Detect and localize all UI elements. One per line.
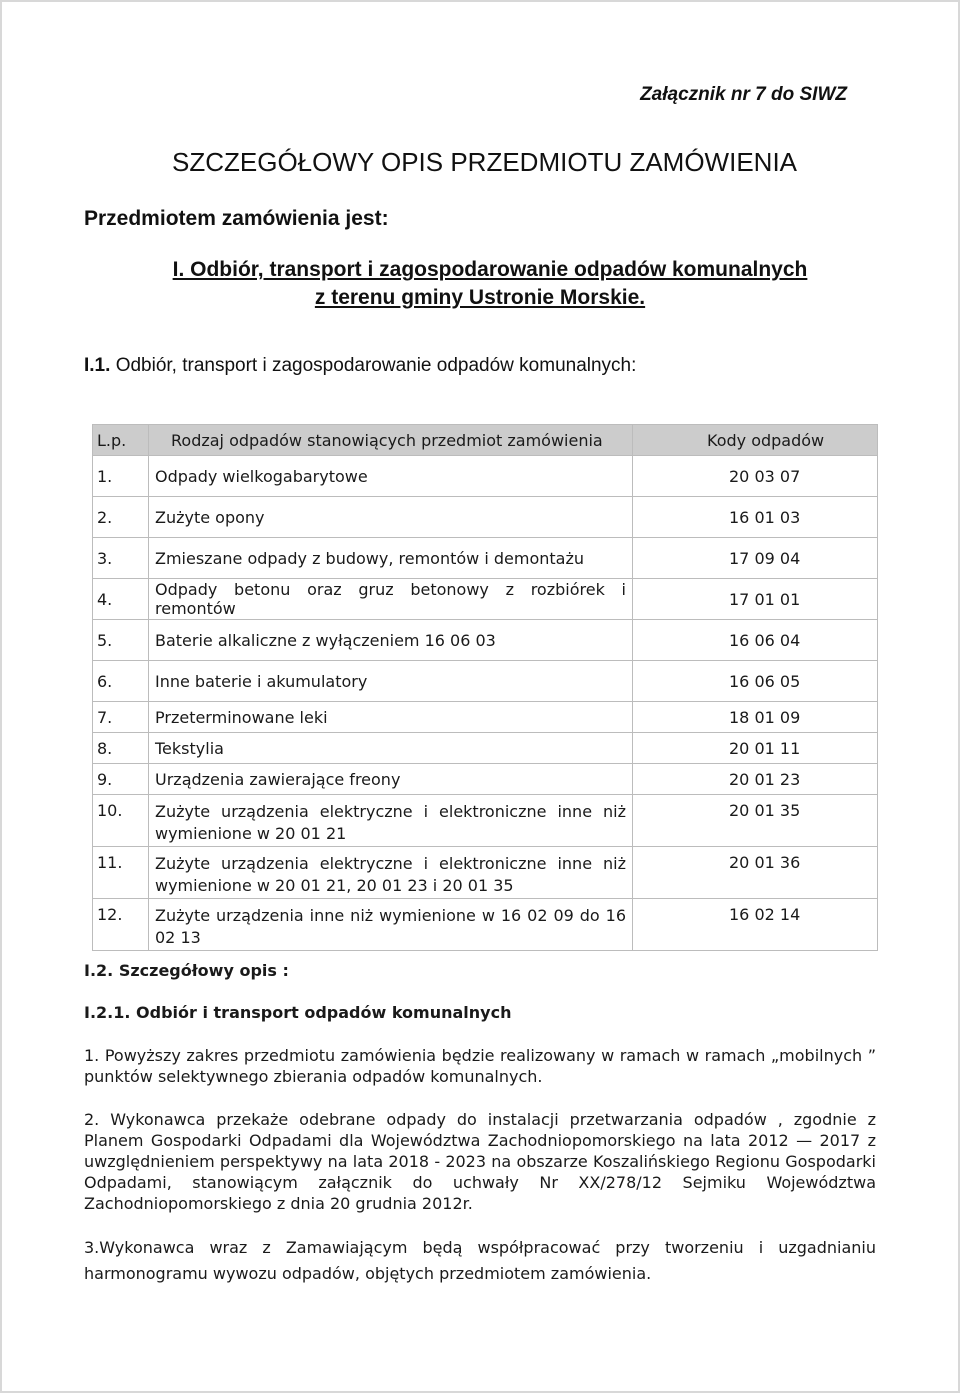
table-row xyxy=(93,497,878,538)
heading-1-line-1: I. Odbiór, transport i zagospodarowanie odpadów komunalnych xyxy=(172,258,808,281)
row-number: 10. xyxy=(93,795,149,847)
row-number: 6. xyxy=(93,661,149,702)
row-waste-type: Zużyte opony xyxy=(149,497,633,538)
section-i1-text: Odbiór, transport i zagospodarowanie odpadów komunalnych: xyxy=(115,355,637,376)
section-i2-heading: I.2. Szczegółowy opis : xyxy=(84,961,289,980)
row-waste-code: 16 02 14 xyxy=(633,899,878,951)
table-header-row xyxy=(93,425,878,456)
row-waste-type: Zużyte urządzenia inne niż wymienione w 16 02 09 do 16 02 13 xyxy=(155,906,626,947)
row-waste-type: Baterie alkaliczne z wyłączeniem 16 06 03 xyxy=(149,620,633,661)
header-waste-code: Kody odpadów xyxy=(633,425,878,456)
row-number: 7. xyxy=(93,702,149,733)
header-waste-type: Rodzaj odpadów stanowiących przedmiot zamówienia xyxy=(149,425,633,456)
row-waste-type-cell xyxy=(149,847,633,899)
row-waste-type-cell xyxy=(149,795,633,847)
document-title: SZCZEGÓŁOWY OPIS PRZEDMIOTU ZAMÓWIENIA xyxy=(172,147,798,177)
row-number: 8. xyxy=(93,733,149,764)
row-waste-type: Zużyte urządzenia elektryczne i elektroniczne inne niż wymienione w 20 01 21, 20 01 23 i 20 01 35 xyxy=(155,854,626,895)
row-waste-type: Inne baterie i akumulatory xyxy=(149,661,633,702)
table-row xyxy=(93,538,878,579)
row-waste-code: 20 01 36 xyxy=(633,847,878,899)
row-waste-type: Urządzenia zawierające freony xyxy=(149,764,633,795)
row-number: 5. xyxy=(93,620,149,661)
row-waste-code: 20 03 07 xyxy=(633,456,878,497)
row-waste-type: Przeterminowane leki xyxy=(149,702,633,733)
table-row xyxy=(93,899,878,951)
paragraph-2: 2. Wykonawca przekaże odebrane odpady do instalacji przetwarzania odpadów , zgodnie z Planem Gospodarki Odpadami dla Województwa Zachodniopomorskiego na lata 2012 — 2017 z uwzględnieniem perspektywy na lata 2018 - 2023 na obszarze Koszalińskiego Regionu Gospodarki Odpadami, stanowiącym załącznik do uchwały Nr XX/278/12 Sejmiku Województwa Zachodniopomorskiego z dnia 20 grudnia 2012r. xyxy=(84,1110,876,1213)
row-number: 2. xyxy=(93,497,149,538)
row-waste-type: Odpady wielkogabarytowe xyxy=(149,456,633,497)
section-i1-number: I.1. xyxy=(84,355,111,376)
waste-table xyxy=(92,424,878,951)
table-row xyxy=(93,764,878,795)
section-i21-heading: I.2.1. Odbiór i transport odpadów komunalnych xyxy=(84,1003,512,1022)
row-waste-code: 17 01 01 xyxy=(633,579,878,620)
row-waste-code: 16 06 05 xyxy=(633,661,878,702)
table-row xyxy=(93,661,878,702)
paragraph-3: 3.Wykonawca wraz z Zamawiającym będą współpracować przy tworzeniu i uzgadnianiu harmonogramu wywozu odpadów, objętych przedmiotem zamówienia. xyxy=(84,1238,876,1283)
row-waste-code: 20 01 35 xyxy=(633,795,878,847)
table-row xyxy=(93,795,878,847)
row-number: 11. xyxy=(93,847,149,899)
row-waste-type: Tekstylia xyxy=(149,733,633,764)
row-waste-code: 17 09 04 xyxy=(633,538,878,579)
annex-label: Załącznik nr 7 do SIWZ xyxy=(640,84,847,105)
row-waste-type: Zmieszane odpady z budowy, remontów i demontażu xyxy=(149,538,633,579)
table-row xyxy=(93,456,878,497)
row-number: 4. xyxy=(93,579,149,620)
heading-1-line-2: z terenu gminy Ustronie Morskie. xyxy=(314,286,646,309)
row-waste-code: 18 01 09 xyxy=(633,702,878,733)
row-waste-code: 16 01 03 xyxy=(633,497,878,538)
row-waste-type: Odpady betonu oraz gruz betonowy z rozbiórek i remontów xyxy=(149,579,633,620)
section-i1-heading xyxy=(84,355,636,377)
row-number: 9. xyxy=(93,764,149,795)
paragraph-1: 1. Powyższy zakres przedmiotu zamówienia będzie realizowany w ramach w ramach „mobilnych ” punktów selektywnego zbierania odpadów komunalnych. xyxy=(84,1046,876,1086)
row-number: 3. xyxy=(93,538,149,579)
row-waste-type-cell xyxy=(149,899,633,951)
row-number: 1. xyxy=(93,456,149,497)
table-row xyxy=(93,702,878,733)
subject-label: Przedmiotem zamówienia jest: xyxy=(84,207,389,230)
row-waste-code: 16 06 04 xyxy=(633,620,878,661)
header-lp: L.p. xyxy=(93,425,149,456)
row-waste-type: Zużyte urządzenia elektryczne i elektroniczne inne niż wymienione w 20 01 21 xyxy=(155,802,626,843)
row-waste-code: 20 01 11 xyxy=(633,733,878,764)
row-waste-code: 20 01 23 xyxy=(633,764,878,795)
table-row xyxy=(93,847,878,899)
row-number: 12. xyxy=(93,899,149,951)
table-row xyxy=(93,579,878,620)
table-row xyxy=(93,620,878,661)
table-row xyxy=(93,733,878,764)
